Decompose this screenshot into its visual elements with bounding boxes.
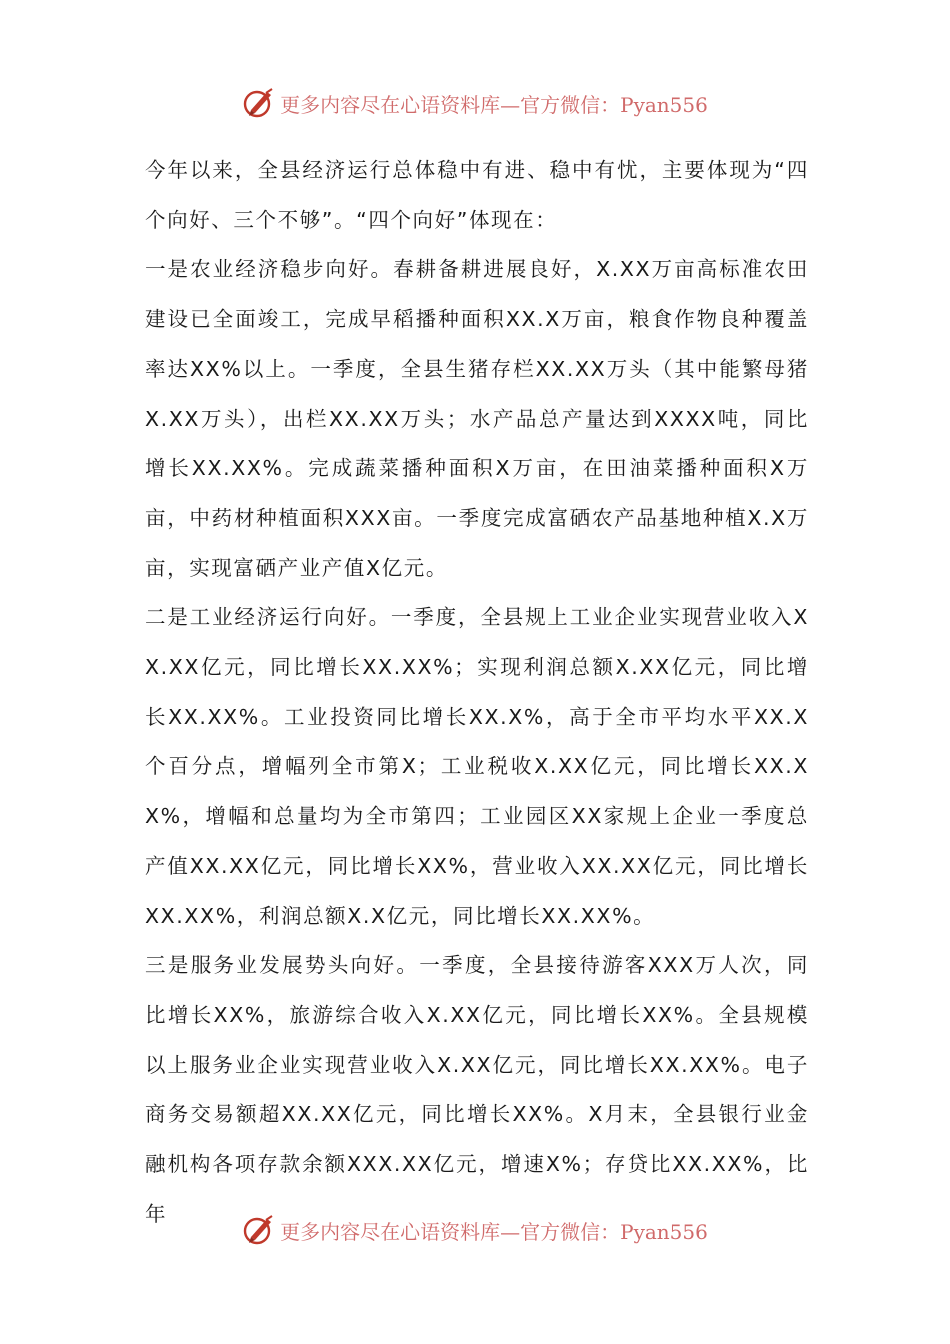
header-watermark bbox=[0, 83, 950, 123]
industry-paragraph: 二是工业经济运行向好。一季度，全县规上工业企业实现营业收入XX.XX亿元，同比增长XX.XX%；实现利润总额X.XX亿元，同比增长XX.XX%。工业投资同比增长XX.X%，高于全市平均水平XX.X个百分点，增幅列全市第X；工业税收X.XX亿元，同比增长XX.XX%，增幅和总量均为全市第四；工业园区XX家规上企业一季度总产值XX.XX亿元，同比增长XX%，营业收入XX.XX亿元，同比增长XX.XX%，利润总额X.X亿元，同比增长XX.XX%。 bbox=[145, 605, 809, 928]
watermark-text: 更多内容尽在心语资料库—官方微信：Pyan556 bbox=[280, 92, 708, 117]
intro-paragraph: 今年以来，全县经济运行总体稳中有进、稳中有忧，主要体现为“四个向好、三个不够”。“四个向好”体现在： bbox=[145, 158, 809, 232]
services-paragraph: 三是服务业发展势头向好。一季度，全县接待游客XXX万人次，同比增长XX%，旅游综合收入X.XX亿元，同比增长XX%。全县规模以上服务业企业实现营业收入X.XX亿元，同比增长XX.XX%。电子商务交易额超XX.XX亿元，同比增长XX%。X月末，全县银行业金融机构各项存款余额XXX.XX亿元，增速X%；存贷比XX.XX%，比年 bbox=[145, 953, 809, 1226]
footer-watermark bbox=[0, 1210, 950, 1250]
pen-logo-icon bbox=[242, 86, 276, 120]
pen-logo-icon bbox=[242, 1213, 276, 1247]
watermark-text: 更多内容尽在心语资料库—官方微信：Pyan556 bbox=[280, 1219, 708, 1244]
document-body bbox=[145, 146, 809, 1239]
agriculture-paragraph: 一是农业经济稳步向好。春耕备耕进展良好，X.XX万亩高标准农田建设已全面竣工，完成早稻播种面积XX.X万亩，粮食作物良种覆盖率达XX%以上。一季度，全县生猪存栏XX.XX万头（其中能繁母猪X.XX万头），出栏XX.XX万头；水产品总产量达到XXXX吨，同比增长XX.XX%。完成蔬菜播种面积X万亩，在田油菜播种面积X万亩，中药材种植面积XXX亩。一季度完成富硒农产品基地种植X.X万亩，实现富硒产业产值X亿元。 bbox=[145, 257, 809, 580]
